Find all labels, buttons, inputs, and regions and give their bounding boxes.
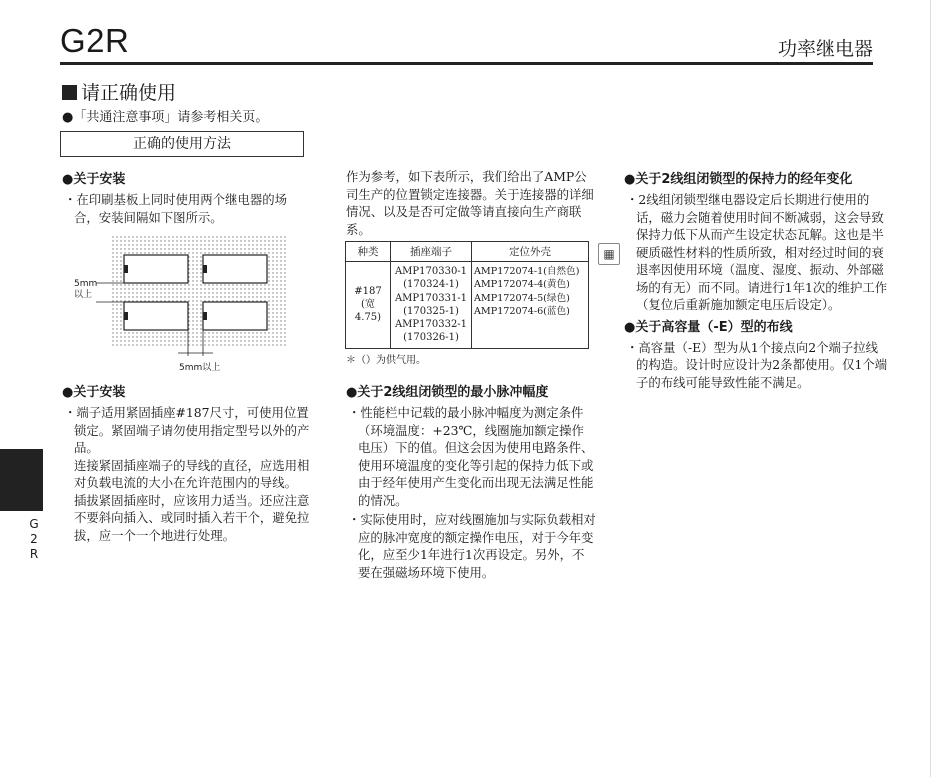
terminal-item: (170325-1) (403, 305, 459, 317)
terminal-item: AMP170330-1 (394, 266, 468, 277)
pulse-heading: ●关于2线组闭锁型的最小脉冲幅度 (346, 385, 549, 400)
column-1-lower (62, 381, 310, 544)
side-tab-letter: R (29, 547, 39, 561)
side-tab-label (26, 517, 42, 562)
housing-cell (472, 262, 589, 349)
wiring-heading: ●关于高容量（-E）型的布线 (624, 319, 793, 335)
holding-bullet: ・2线组闭锁型继电器设定后长期进行使用的话，磁力会随着使用时间不断减弱，这会导致保持力低下从而产生设定状态瓦解。这也是半硬质磁性材料的性质所致，相对经过时间的衰退率因使用环境（温度、湿度、振动、外部磁场的有无）而不同。请进行1年1次的维护工作（复位后重新施加额定电压后设定）。 (626, 192, 888, 312)
relay-outline (124, 255, 188, 283)
table-header: 种类 (346, 242, 391, 262)
pulse-bullet-1: ・性能栏中记载的最小脉冲幅度为测定条件（环境温度：+23℃，线圈施加额定操作电压）下的值。但这会因为使用电路条件、使用环境温度的变化等引起的保持力低下或由于经年使用产生变化而出现无法满足性能的情况。 (348, 405, 594, 508)
column-3 (624, 168, 888, 391)
pcb-dot-grid (112, 236, 287, 348)
relay-pin-mark (203, 312, 207, 320)
side-tab-letter: G (29, 517, 39, 531)
housing-item: AMP172074-4(黄色) (474, 279, 570, 291)
housing-item: AMP172074-6(蓝色) (474, 305, 570, 317)
type-value: #187 (354, 286, 382, 298)
holding-heading: ●关于2线组闭锁型的保持力的经年变化 (624, 172, 853, 187)
type-width: (宽4.75) (354, 299, 382, 324)
type-cell (346, 262, 391, 349)
usage-method-box: 正确的使用方法 (60, 131, 304, 157)
install-paragraph-2: 连接紧固插座端子的导线的直径，应选用相对负载电流的大小在允许范围内的导线。 (74, 457, 310, 490)
qr-scan-icon[interactable]: ▦ (598, 243, 620, 265)
install-heading-2: ●关于安装 (62, 385, 126, 400)
page-edge-line (930, 0, 931, 777)
install-bullet-2: ・端子适用紧固插座#187尺寸，可使用位置锁定。紧固端子请勿使用指定型号以外的产品。 (64, 405, 310, 455)
header-rule (60, 62, 873, 65)
install-heading-1: ●关于安装 (62, 172, 126, 187)
relay-pin-mark (203, 265, 207, 273)
housing-item: AMP172074-5(绿色) (474, 292, 570, 304)
relay-outline (203, 255, 267, 283)
table-header: 定位外壳 (472, 242, 589, 262)
relay-outline (124, 302, 188, 330)
relay-pin-mark (124, 265, 128, 273)
category-title: 功率继电器 (777, 38, 873, 60)
install-text-1: ・在印刷基板上同时使用两个继电器的场合，安装间隔如下图所示。 (64, 192, 288, 225)
diagram-left-label-2: 以上 (74, 290, 93, 300)
table-header-row (346, 242, 589, 262)
relay-outline (203, 302, 267, 330)
mounting-spacing-diagram (72, 232, 292, 372)
terminal-item: (170326-1) (403, 332, 459, 344)
connector-intro: 作为参考，如下表所示，我们给出了AMP公司生产的位置锁定连接器。关于连接器的详细情况、以及是否可定做等请直接向生产商联系。 (346, 169, 594, 237)
column-1 (62, 168, 310, 226)
table-footnote: ＊（）为供气用。 (346, 355, 426, 366)
terminal-item: AMP170331-1 (394, 292, 468, 304)
side-tab-marker (0, 449, 43, 511)
install-paragraph-3: 插拔紧固插座时，应该用力适当。还应注意不要斜向插入、或同时插入若干个，避免拉拔，应一个一个地进行处理。 (74, 492, 310, 543)
section-title (62, 78, 176, 105)
side-tab-letter: 2 (30, 532, 38, 546)
terminal-cell (391, 262, 472, 349)
terminal-item: AMP170332-1 (394, 319, 468, 331)
terminal-item: (170324-1) (403, 279, 459, 291)
note-reference: ●「共通注意事项」请参考相关页。 (62, 110, 269, 125)
section-title-text: 请正确使用 (81, 82, 177, 104)
diagram-left-label-1: 5mm (74, 279, 98, 289)
table-row (346, 262, 589, 349)
column-2-lower (346, 381, 596, 581)
relay-pin-mark (124, 312, 128, 320)
diagram-bottom-label: 5mm以上 (179, 363, 221, 373)
housing-item: AMP172074-1(自然色) (474, 266, 580, 277)
page-title: G2R (60, 22, 130, 59)
diagram-left-label (74, 279, 97, 301)
pulse-bullet-2: ・实际使用时，应对线圈施加与实际负载相对应的脉冲宽度的额定操作电压，对于今年变化，应至少1年进行1次再设定。另外，不要在强磁场环境下使用。 (348, 512, 596, 580)
table-header: 插座端子 (391, 242, 472, 262)
connector-table (345, 241, 589, 349)
column-2 (346, 168, 594, 238)
wiring-bullet: ・高容量（-E）型为从1个接点向2个端子拉线的构造。设计时应设计为2条都使用。仅1个端子的布线可能导致性能不满足。 (626, 339, 888, 390)
square-bullet-icon (62, 85, 77, 100)
